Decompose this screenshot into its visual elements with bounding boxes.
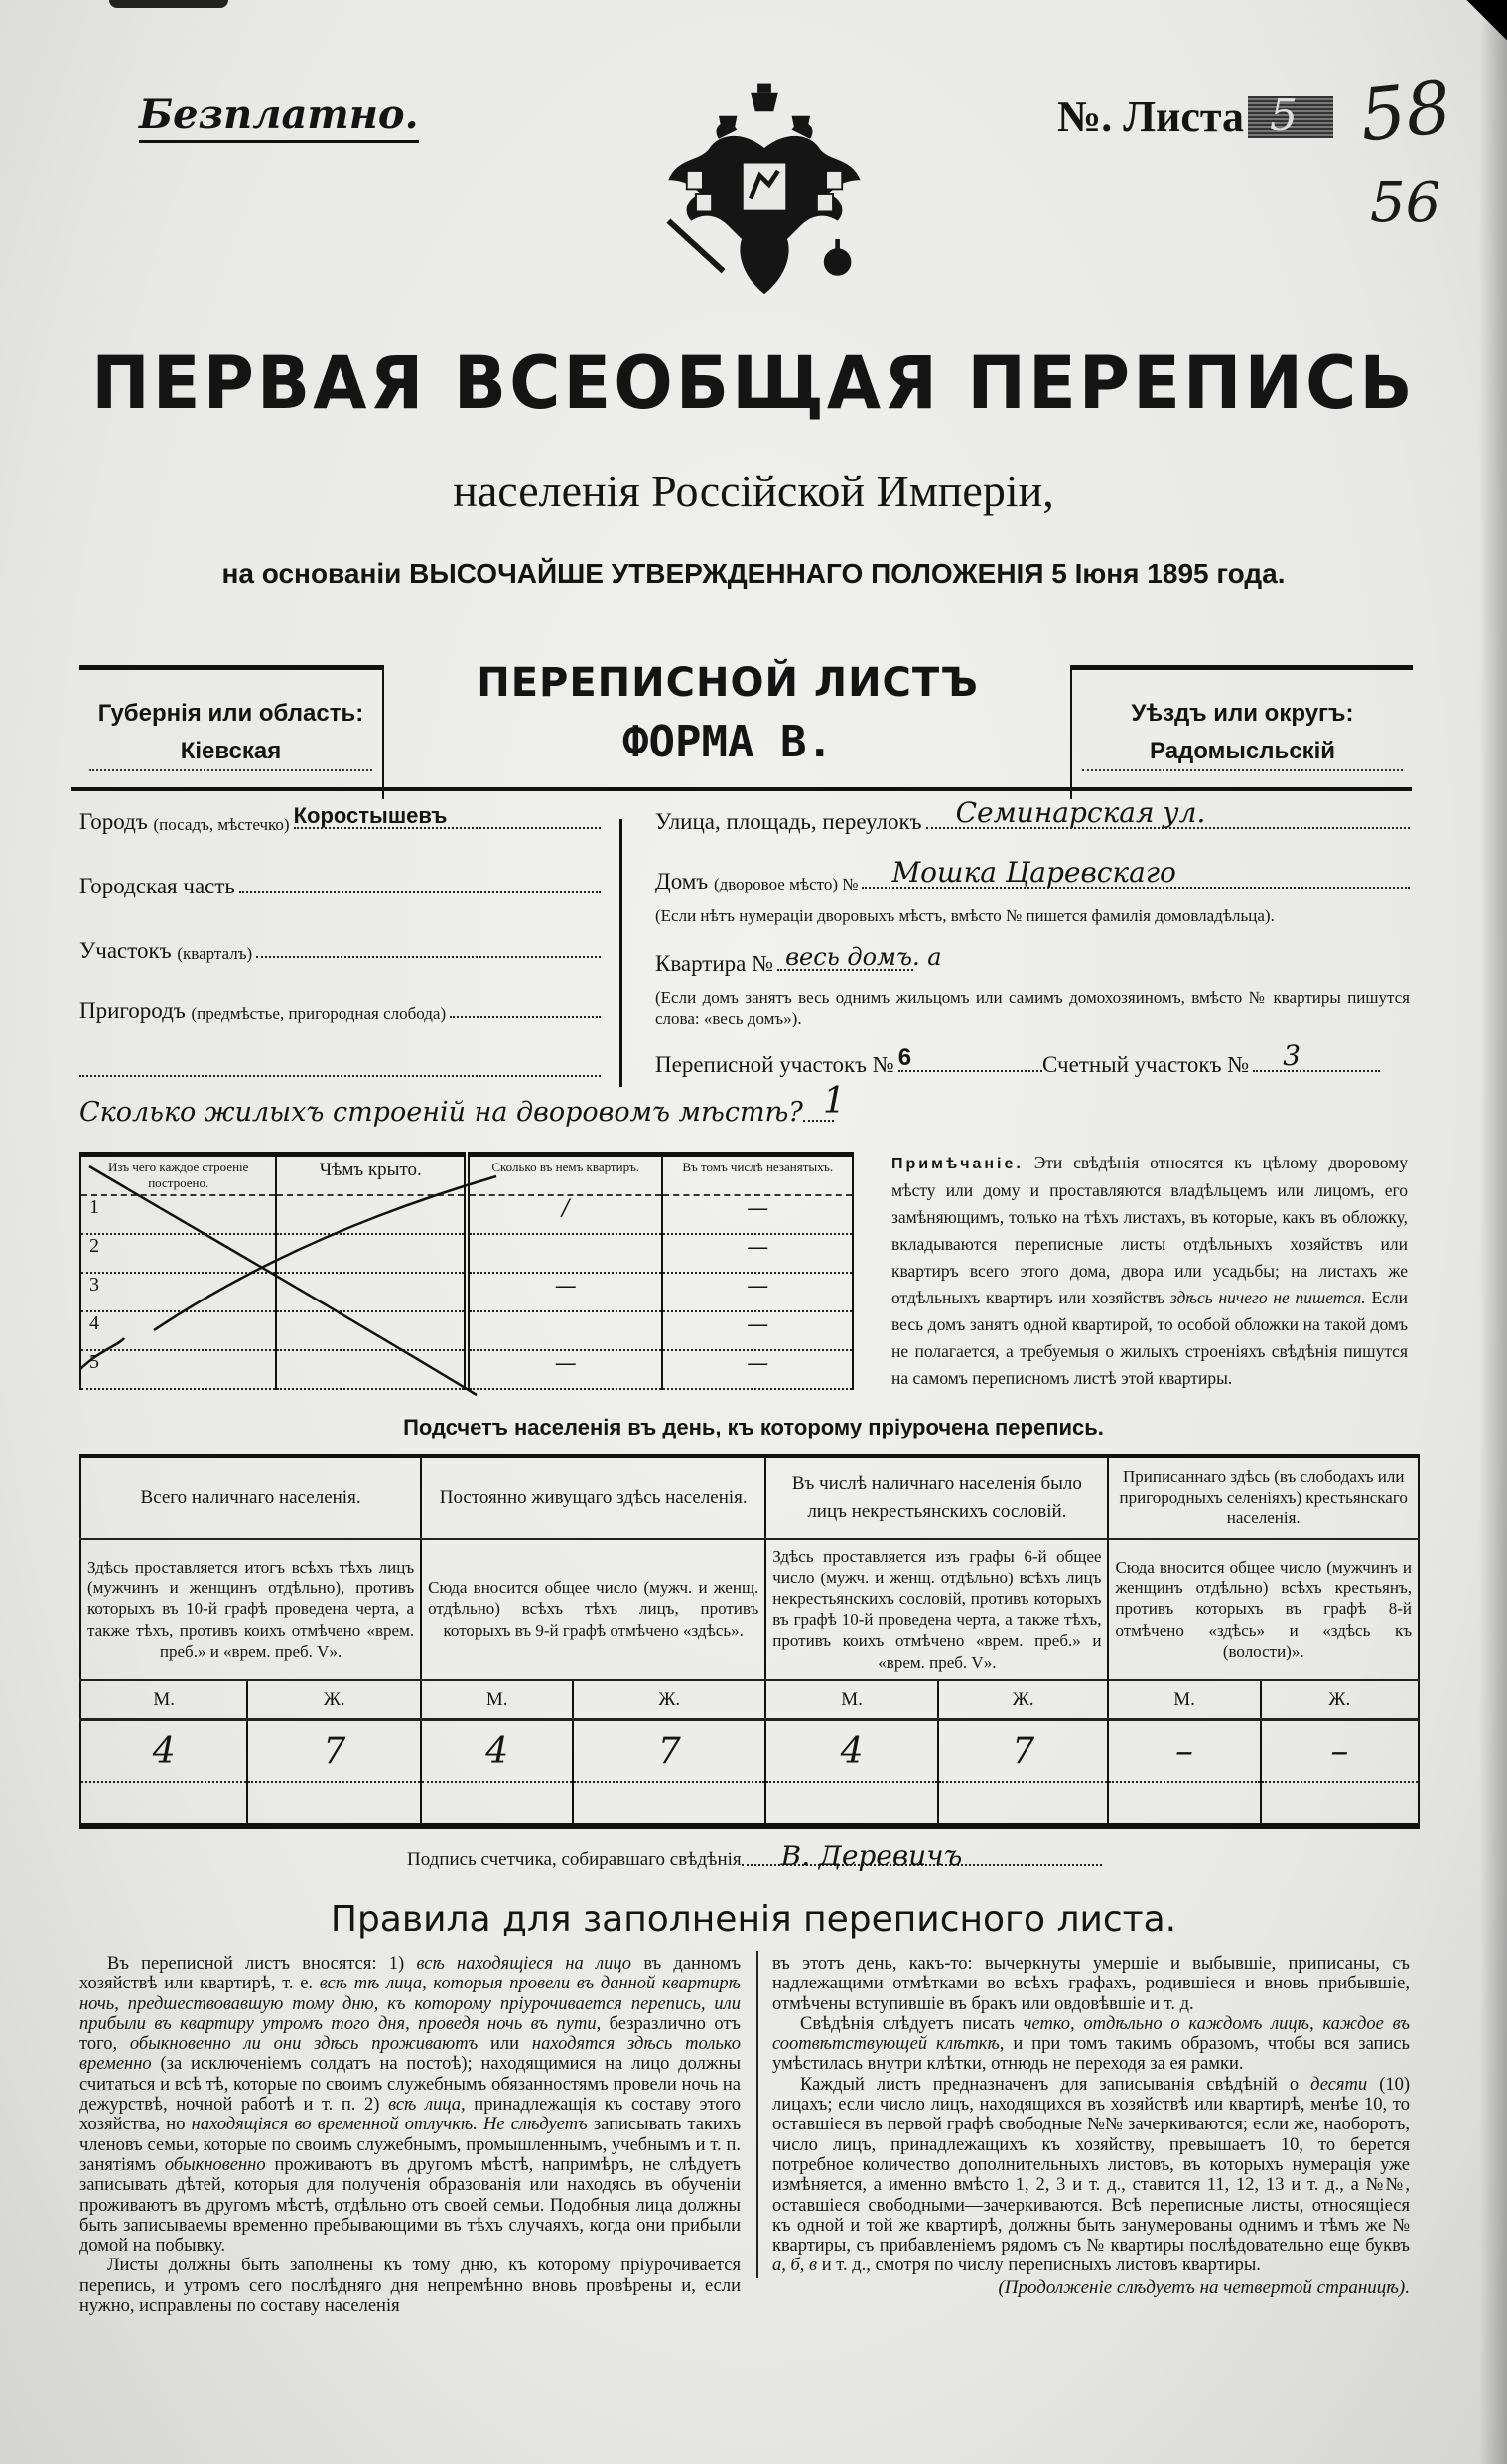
suburb-field[interactable] [450,998,601,1018]
buildings-answer-field[interactable] [803,1081,846,1122]
street-field[interactable] [926,796,1410,829]
female-header: Ж. [573,1680,765,1720]
male-count-cell[interactable]: 4 [421,1720,573,1783]
vacant-cell[interactable]: — [662,1273,853,1311]
rules-text: Свѣдѣнія слѣдуетъ писать [800,2013,1015,2034]
buildings-answer: 1 [822,1081,846,1122]
archive-number-handwritten: 56 [1370,171,1441,235]
house-value: Мошка Царевскаго [891,856,1176,889]
rules-left-column [79,1954,741,2316]
census-district-label: Переписной участокъ № [655,1052,894,1077]
rules-text: или [490,2034,520,2055]
column-divider [619,819,622,1087]
house-field[interactable] [862,856,1410,889]
group-heading: Постоянно живущаго здѣсь населенія. [421,1456,765,1539]
sheet-number [1057,91,1333,142]
form-subtitle: ФОРМА В. [622,717,833,767]
female-count-cell[interactable]: 7 [247,1720,421,1783]
row-number: 4 [80,1311,276,1350]
rules-emphasis: обыкновенно ли они здѣсь проживаютъ [129,2034,479,2055]
roof-cell[interactable] [276,1350,466,1389]
empty-cell [1261,1782,1419,1826]
suburb-label: Пригородъ [79,998,186,1023]
torn-corner [109,0,228,8]
uezd-field[interactable]: Радомысльскій [1082,738,1403,771]
empty-cell [765,1782,938,1826]
uezd-label: Уѣздъ или округъ: [1131,700,1354,727]
district-row [79,938,601,964]
rules-text: Въ переписной листъ вносятся: 1) [107,1954,405,1974]
guberniya-label: Губернія или область: [97,700,364,727]
rules-text: записывать такихъ членовъ семьи, которые по своимъ служебнымъ, промышленнымъ, учебнымъ и т. п. занятіямъ [79,2115,742,2175]
group-heading: Всего наличнаго населенія. [80,1456,421,1539]
rules-paragraph [772,2014,1410,2075]
guberniya-box [79,665,384,799]
city-part-row [79,874,601,899]
city-part-label: Городская часть [79,874,235,898]
divider [71,787,1412,791]
female-header: Ж. [1261,1680,1419,1720]
extra-row [79,1057,601,1083]
apartment-label: Квартира № [655,951,774,976]
rules-text: Каждый листъ предназначенъ для записыванія свѣдѣній о [800,2074,1300,2095]
rules-emphasis: всѣ лица, [388,2095,466,2116]
district-field[interactable] [256,938,601,958]
vacant-cell[interactable]: — [662,1311,853,1350]
population-values [80,1720,1419,1783]
suburb-row [79,998,601,1024]
male-header: М. [1108,1680,1260,1720]
form-title: ПЕРЕПИСНОЙ ЛИСТЪ [477,660,979,706]
male-header: М. [421,1680,573,1720]
suburb-hint: (предмѣстье, пригородная слобода) [191,1004,447,1023]
apartment-note: (Если домъ занятъ весь однимъ жильцомъ или самимъ домохозяиномъ, вмѣсто № квартиры пишутся слова: «весь домъ»). [655,988,1410,1028]
vacant-cell[interactable]: — [662,1195,853,1234]
group-heading: Въ числѣ наличнаго населенія было лицъ некрестьянскихъ сословій. [765,1456,1108,1539]
rules-emphasis: всѣ находящіеся на лицо [416,1954,632,1974]
rules-emphasis: четко, отдѣльно о каждомъ лицѣ, каждое въ соотвѣтствующей клѣткѣ, [772,2013,1411,2055]
female-header: Ж. [938,1680,1109,1720]
rules-text: въ данномъ хозяйствѣ или квартирѣ, т. е. [79,1954,742,1994]
buildings-question-row [79,1081,846,1128]
counting-district-label: Счетный участокъ № [1042,1052,1250,1077]
empty-cell [247,1782,421,1826]
rules-right-column [772,1954,1410,2298]
counting-district-row [1042,1039,1380,1078]
city-field[interactable] [293,803,601,829]
col-roof: Чѣмъ крыто. [276,1155,466,1196]
apartments-cell[interactable]: — [467,1350,662,1389]
empty-cell [1108,1782,1260,1826]
empty-cell [421,1782,573,1826]
male-count-cell[interactable]: 4 [80,1720,247,1783]
roof-cell[interactable] [276,1311,466,1350]
enumerator-signature-row [407,1840,1102,1872]
row-number: 5 [80,1350,276,1389]
buildings-question: Сколько жилыхъ строеній на дворовомъ мѣстѣ? [79,1097,803,1128]
apartments-cell[interactable]: — [467,1273,662,1311]
extra-field[interactable] [79,1057,601,1077]
row-number: 1 [80,1195,276,1234]
house-note: (Если нѣтъ нумераціи дворовыхъ мѣстъ, вмѣсто № пишется фамилія домовладѣльца). [655,906,1275,925]
rules-emphasis: всѣ тѣ лица, которыя провели въ данной квартирѣ ночь, предшествовавшую тому дню, къ которому пріурочивается перепись, или прибыли въ квартиру утромъ того дня, проведя ночь въ пути, [79,1974,741,2034]
group-instruction: Сюда вносится общее число (мужчинъ и женщинъ отдѣльно) всѣхъ крестьянъ, противъ которыхъ въ графѣ 8-й отмѣчено «здѣсь» и «здѣсь къ (волости)». [1108,1539,1419,1680]
female-count-cell[interactable]: 7 [938,1720,1109,1783]
note-text: Если весь домъ занятъ одной квартирой, то особой обложки на такой домъ не полагается, а требуемыя о жилыхъ строеніяхъ свѣдѣнія пишутся на самомъ переписномъ листѣ этой квартиры. [891,1288,1408,1388]
rules-text: и т. д., смотря по числу переписныхъ листовъ квартиры. [821,2256,1261,2276]
district-label: Участокъ [79,938,172,963]
female-count-cell[interactable]: – [1261,1720,1419,1783]
apartment-value: весь домъ. а [785,943,942,971]
rules-emphasis: обыкновенно [164,2154,266,2175]
city-label: Городъ [79,809,148,834]
census-district-value: 6 [897,1044,912,1071]
rules-title: Правила для заполненія переписного листа. [330,1899,1177,1940]
rules-text: принадлежащія къ составу этого хозяйства, но [79,2095,741,2135]
rules-text: безразлично отъ того, [79,2013,741,2055]
sheet-number-label: №. Листа [1057,92,1245,141]
note-block [891,1150,1408,1392]
main-title: ПЕРВАЯ ВСЕОБЩАЯ ПЕРЕПИСЬ [91,340,1416,427]
rules-text: проживаютъ въ другомъ мѣстѣ, напримѣръ, не слѣдуетъ записывать дѣтей, которыя для полученія образованія или находясь въ обученіи проживаютъ въ другомъ мѣстѣ, отдѣльно отъ своей семьи. Подобныя лица должны быть записываемы временно пребывающими въ тѣхъ случаяхъ, когда они прибыли домой на побывку. [79,2154,742,2257]
house-hint: (дворовое мѣсто) № [713,875,859,893]
note-heading: Примѣчаніе. [891,1156,1024,1172]
counting-district-field[interactable] [1253,1039,1380,1072]
district-hint: (кварталъ) [177,944,253,963]
population-table [79,1454,1420,1829]
rules-text: (за исключеніемъ солдатъ на постоѣ); находящимися на лицо должны считаться и всѣ тѣ, которые по своимъ служебнымъ обязанностямъ провели ночь на дежурствѣ, ночной работѣ и т. п. 2) [79,2054,742,2116]
census-district-field[interactable] [897,1044,1042,1072]
roof-cell[interactable] [276,1234,466,1273]
female-header: Ж. [247,1680,421,1720]
rules-paragraph [79,1954,741,2256]
city-part-field[interactable] [239,874,601,893]
street-label: Улица, площадь, переулокъ [655,809,922,834]
uezd-box [1070,665,1413,799]
col-material: Изъ чего каждое строеніе построено. [80,1155,276,1196]
rules-text: и при томъ такимъ образомъ, чтобы вся запись умѣстилась внутри клѣтки, отнюдь не переходя за ея рамки. [772,2034,1410,2075]
house-label: Домъ [655,869,709,893]
rules-paragraph: въ этотъ день, какъ-то: вычеркнуты умершіе и выбывшіе, приписаны, съ надлежащими отмѣтками во всѣхъ графахъ, родившіеся и вновь прибывшіе, отмѣчены вступившіе въ бракъ или овдовѣвшіе и т. д. [772,1954,1410,2014]
row-number: 2 [80,1234,276,1273]
sheet-number-box [1248,89,1333,141]
note-text: Эти свѣдѣнія относятся къ цѣлому дворовому мѣсту или дому и проставляются владѣльцемъ или лицомъ, его замѣняющимъ, только на тѣхъ листахъ, въ которые, какъ въ обложку, вкладываются переписные листы отдѣльныхъ хозяйствъ или квартиръ всего этого дома, двора или усадьбы; на листахъ же отдѣльныхъ квартиръ или хозяйствъ [891,1153,1408,1307]
decree-line: на основаніи ВЫСОЧАЙШЕ УТВЕРЖДЕННАГО ПОЛОЖЕНІЯ 5 Іюня 1895 года. [221,558,1286,589]
group-heading: Приписаннаго здѣсь (въ слободахъ или пригородныхъ селеніяхъ) крестьянскаго населенія. [1108,1456,1419,1539]
rules-text: (10) лицахъ; если число лицъ, находящихся въ хозяйствѣ или квартирѣ, менѣе 10, то оставшіеся въ первой графѣ свободные №№ зачеркиваются; если же, наоборотъ, число лицъ, принадлежащихъ къ хозяйству, превышаетъ 10, то берется потребное количество дополнительныхъ листовъ, въ которыхъ нумерація уже измѣняется, а именно вмѣсто 1, 2, 3 и т. д., ставится 11, 12, 13 и т. д., а №№, оставшіеся свободными—зачеркиваются. Всѣ переписные листы, относящіеся къ одной и той же квартирѣ, должны быть занумерованы однимъ и тѣмъ же № квартиры, съ прибавленіемъ рядомъ съ № квартиры послѣдовательно еще буквъ [772,2074,1411,2257]
guberniya-field[interactable]: Кіевская [89,738,372,771]
signature-value: В. Деревичъ [780,1840,963,1872]
rules-emphasis: находящіяся во временной отлучкѣ. Не слѣдуетъ [191,2115,588,2135]
table-row [80,1311,853,1350]
main-subtitle: населенія Россійской Имперіи, [453,466,1054,516]
free-of-charge-label: Безплатно. [139,91,419,143]
imperial-eagle-emblem-icon [650,79,879,308]
rules-paragraph: Листы должны быть заполнены къ тому дню, къ которому пріурочивается перепись, и утромъ сего послѣдняго дня непремѣнно вновь провѣрены и, если нужно, исправлены по составу населенія [79,2256,741,2317]
buildings-table-header [80,1155,853,1196]
male-count-cell[interactable]: 4 [765,1720,938,1783]
street-row [655,796,1410,835]
male-header: М. [765,1680,938,1720]
column-divider [756,1951,758,2278]
population-instructions [80,1539,1419,1680]
population-headings [80,1456,1419,1539]
population-empty-row [80,1782,1419,1826]
signature-label: Подпись счетчика, собиравшаго свѣдѣнія [407,1849,742,1870]
table-row [80,1234,853,1273]
rules-emphasis: а, б, в [772,2256,818,2276]
group-instruction: Сюда вносится общее число (мужч. и женщ. отдѣльно) всѣхъ тѣхъ лицъ, противъ которыхъ въ 9-й графѣ отмѣчено «здѣсь». [421,1539,765,1680]
population-sex-headers [80,1680,1419,1720]
apartments-cell[interactable] [467,1311,662,1350]
male-header: М. [80,1680,247,1720]
table-row [80,1273,853,1311]
empty-cell [80,1782,247,1826]
male-count-cell[interactable]: – [1108,1720,1260,1783]
roof-cell[interactable] [276,1195,466,1234]
note-emphasis: здѣсь ничего не пишется. [1169,1288,1366,1307]
col-vacant: Въ томъ числѣ незанятыхъ. [662,1155,853,1196]
city-value: Коростышевъ [293,803,448,828]
vacant-cell[interactable]: — [662,1350,853,1389]
table-row [80,1195,853,1234]
row-number: 3 [80,1273,276,1311]
rules-paragraph [772,2075,1410,2276]
archive-number-handwritten: 58 [1355,65,1455,158]
apartments-cell[interactable]: / [467,1195,662,1234]
group-instruction: Здѣсь проставляется итогъ всѣхъ тѣхъ лицъ (мужчинъ и женщинъ отдѣльно), противъ которыхъ въ 10-й графѣ проведена черта, а также тѣхъ, противъ коихъ отмѣчено «врем. преб.» и «врем. преб. V». [80,1539,421,1680]
rules-emphasis: десяти [1310,2074,1368,2095]
table-row [80,1350,853,1389]
census-district-row [655,1044,1042,1078]
street-value: Семинарская ул. [955,796,1206,829]
rules-emphasis: находятся здѣсь только временно [79,2034,742,2075]
empty-cell [573,1782,765,1826]
empty-cell [938,1782,1109,1826]
apartments-cell[interactable] [467,1234,662,1273]
signature-field[interactable] [742,1840,1102,1872]
vacant-cell[interactable]: — [662,1234,853,1273]
sheet-number-value: 5 [1270,89,1299,141]
female-count-cell[interactable]: 7 [573,1720,765,1783]
counting-district-value: 3 [1283,1039,1302,1072]
apartment-row [655,943,942,977]
city-row [79,803,601,835]
group-instruction: Здѣсь проставляется изъ графы 6-й общее число (мужч. и женщ. отдѣльно) всѣхъ лицъ некрестьянскихъ сословій, противъ которыхъ въ графѣ 10-й проведена черта, а также тѣхъ, противъ коихъ отмѣчено «врем. преб.» и «врем. преб. V». [765,1539,1108,1680]
apartment-field[interactable] [777,943,942,971]
col-apartments: Сколько въ немъ квартиръ. [467,1155,662,1196]
continuation-note: (Продолженіе слѣдуетъ на четвертой страницѣ). [998,2276,1410,2298]
city-hint: (посадъ, мѣстечко) [153,815,290,834]
buildings-table [79,1152,854,1390]
population-title: Подсчетъ населенія въ день, къ которому пріурочена перепись. [403,1415,1104,1439]
torn-corner [1447,0,1507,40]
house-row [655,856,1410,894]
roof-cell[interactable] [276,1273,466,1311]
